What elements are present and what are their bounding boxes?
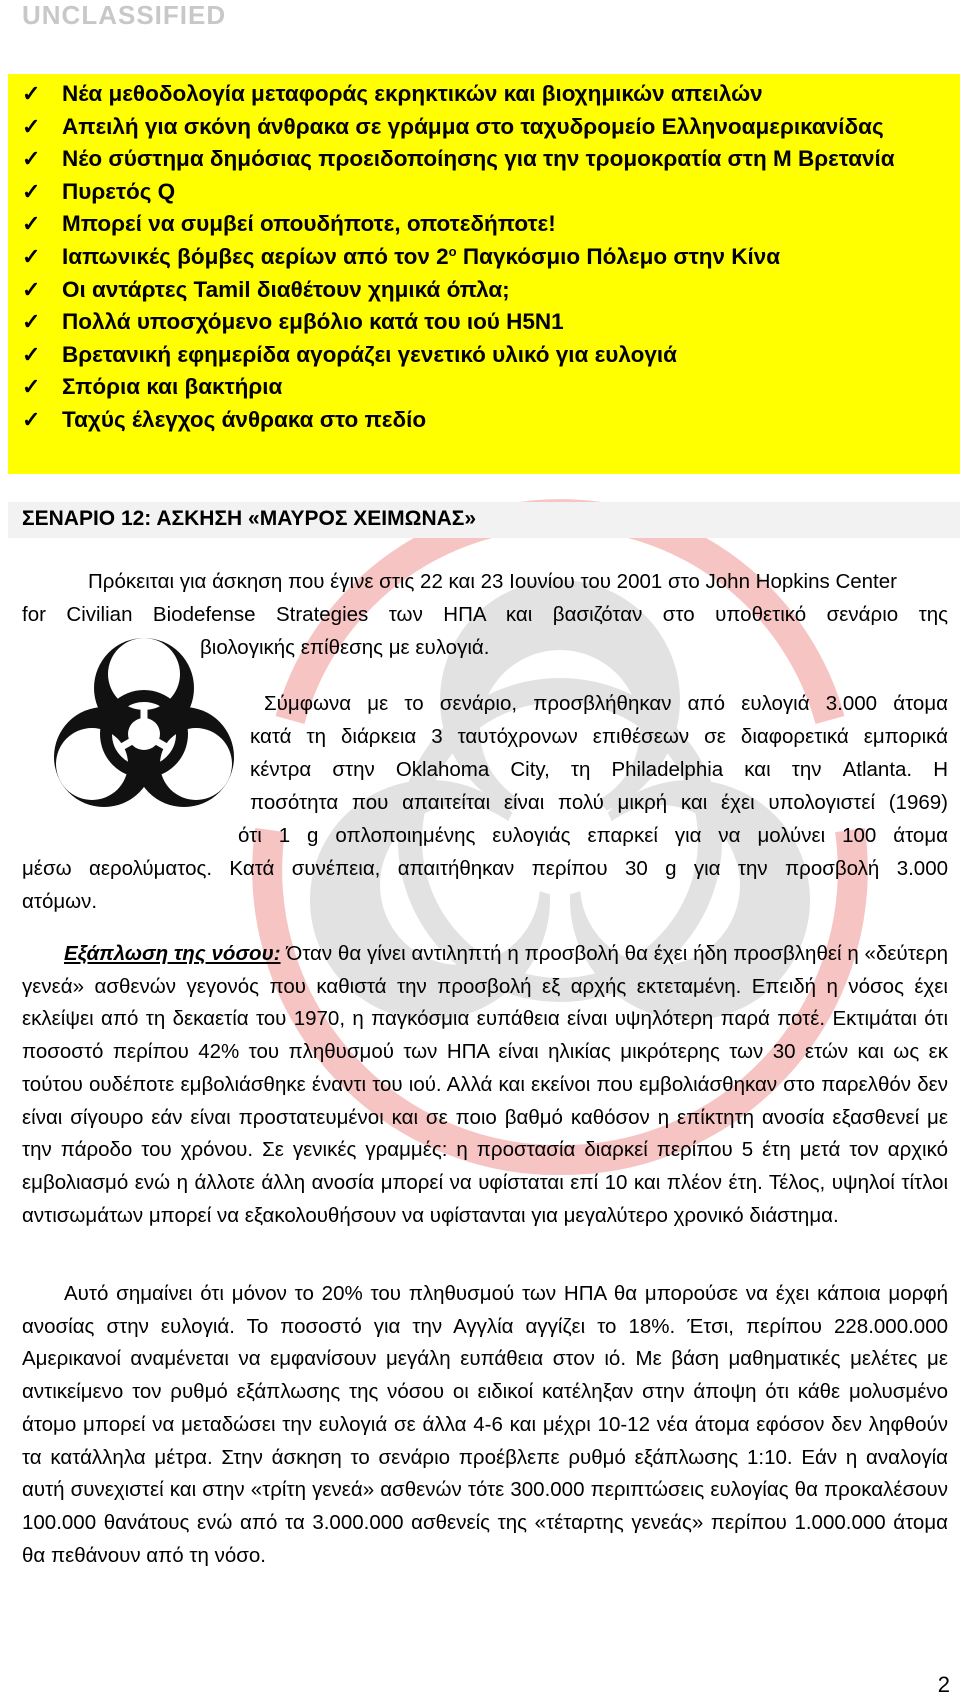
list-item: ✓ Ταχύς έλεγχος άνθρακα στο πεδίο <box>22 404 895 437</box>
disease-spread-paragraph: Εξάπλωση της νόσου: Όταν θα γίνει αντιληπτή η προσβολή θα έχει ήδη προσβληθεί η «δεύτερη γενεά» ασθενών γεγονός που καθιστά την προσβολή εξ αρχής εκτεταμένη. Επειδή η νόσος έχει εκλείψει από τη δεκαετία του 1970, η παγκόσμια ευπάθεια είναι υψηλότερη παρά ποτέ. Εκτιμάται ότι ποσοστό περίπου 42% του πληθυσμού των ΗΠΑ είναι ηλικίας μικρότερης των 30 ετών και ως εκ τούτου ουδέποτε εμβολιάσθηκε έναντι του ιού. Αλλά και εκείνοι που εμβολιάσθηκαν στο παρελθόν δεν είναι σίγουρο εάν είναι προστατευμένοι και σε ποιο βαθμό καθόσον η επίκτητη ανοσία εξασθενεί με την πάροδο του χρόνου. Σε γενικές γραμμές: η προστασία διαρκεί περίπου 5 έτη μετά τον αρχικό εμβολιασμό ενώ η άλλοτε άλλη ανοσία μπορεί να υφίσταται επί 10 και πλέον έτη. Τέλος, υψηλοί τίτλοι αντισωμάτων μπορεί να εξακολουθήσουν να υφίστανται για μεγαλύτερο χρονικό διάστημα. <box>22 942 949 1227</box>
checkmark-icon: ✓ <box>22 81 41 106</box>
list-item: ✓ Πολλά υποσχόμενο εμβόλιο κατά του ιού H5N1 <box>22 306 895 339</box>
paragraph-heading: Εξάπλωση της νόσου: <box>64 942 281 965</box>
list-item: ✓ Απειλή για σκόνη άνθρακα σε γράμμα στο ταχυδρομείο Ελληνοαμερικανίδας <box>22 111 895 144</box>
list-item: ✓ Οι αντάρτες Tamil διαθέτουν χημικά όπλα; <box>22 274 895 307</box>
paragraph-line: Σύμφωνα με το σενάριο, προσβλήθηκαν από ευλογιά 3.000 άτομα <box>264 692 948 715</box>
list-item: ✓ Νέο σύστημα δημόσιας προειδοποίησης για την τρομοκρατία στη Μ Βρετανία <box>22 143 895 176</box>
paragraph-line: ότι 1 g οπλοποιημένης ευλογιάς επαρκεί για να μολύνει 100 άτομα <box>238 824 948 847</box>
checkmark-icon: ✓ <box>22 178 41 204</box>
list-item: ✓ Πυρετός Q <box>22 176 895 209</box>
paragraph-line: κέντρα στην Oklahoma City, τη Philadelphia και την Atlanta. Η <box>250 758 948 781</box>
checkmark-icon: ✓ <box>22 211 41 237</box>
checkmark-icon: ✓ <box>22 276 41 302</box>
checkmark-icon: ✓ <box>22 406 41 432</box>
paragraph-line: for Civilian Biodefense Strategies των ΗΠΑ και βασιζόταν στο υποθετικό σενάριο της <box>22 603 948 626</box>
paragraph-line: κατά τη διάρκεια 3 ταυτόχρονων επιθέσεων σε διαφορετικά εμπορικά <box>250 725 948 748</box>
checkmark-icon: ✓ <box>22 341 41 367</box>
list-item: ✓ Ιαπωνικές βόμβες αερίων από τον $2^o$ Παγκόσμιο Πόλεμο στην Κίνα <box>22 241 895 274</box>
list-item: ✓ Μπορεί να συμβεί οπουδήποτε, οποτεδήποτε! <box>22 208 895 241</box>
paragraph-line: μέσω αερολύματος. Κατά συνέπεια, απαιτήθηκαν περίπου 30 g για την προσβολή 3.000 <box>22 857 948 880</box>
checkmark-icon: ✓ <box>22 309 41 335</box>
list-item: ✓ Βρετανική εφημερίδα αγοράζει γενετικό υλικό για ευλογιά <box>22 339 895 372</box>
page-number: 2 <box>937 1672 950 1697</box>
paragraph-line: ατόμων. <box>22 890 98 913</box>
immunity-paragraph: Αυτό σημαίνει ότι μόνον το 20% του πληθυσμού των ΗΠΑ θα μπορούσε να έχει κάποια μορφή ανοσίας στην ευλογιά. Το ποσοστό για την Αγγλία αγγίζει το 18%. Έτσι, περίπου 228.000.000 Αμερικανοί αναμένεται να εμφανίσουν μεγάλη ευπάθεια στον ιό. Με βάση μαθηματικές μελέτες με αντικείμενο τον ρυθμό εξάπλωσης της νόσου οι ειδικοί κατέληξαν στην άποψη ότι κάθε μολυσμένο άτομο μπορεί να μεταδώσει την ευλογιά σε άλλα 4-6 και μέχρι 10-12 νέα άτομα εφόσον δεν ληφθούν τα κατάλληλα μέτρα. Στην άσκηση το σενάριο προέβλεπε ρυθμό εξάπλωσης 1:10. Εάν η αναλογία αυτή συνεχιστεί και στην «τρίτη γενεά» ασθενών τότε 300.000 περιπτώσεις ευλογίας θα προκαλέσουν 100.000 θανάτους ενώ από τα 3.000.000 ασθενείς της «τέταρτης γενεάς» περίπου 1.000.000 άτομα θα πεθάνουν από τη νόσο. <box>22 1282 948 1567</box>
list-item: ✓ Σπόρια και βακτήρια <box>22 371 895 404</box>
paragraph-line: βιολογικής επίθεσης με ευλογιά. <box>200 636 490 659</box>
list-item: ✓ Νέα μεθοδολογία μεταφοράς εκρηκτικών και βιοχημικών απειλών <box>22 78 895 111</box>
classification-watermark: UNCLASSIFIED <box>22 0 227 30</box>
checkmark-icon: ✓ <box>22 243 41 269</box>
news-checklist <box>22 78 895 437</box>
section-title: ΣΕΝΑΡΙΟ 12: ΑΣΚΗΣΗ «ΜΑΥΡΟΣ ΧΕΙΜΩΝΑΣ» <box>22 507 477 530</box>
checkmark-icon: ✓ <box>22 374 41 400</box>
biohazard-icon <box>44 628 244 840</box>
checkmark-icon: ✓ <box>22 146 41 172</box>
paragraph-line: Πρόκειται για άσκηση που έγινε στις 22 και 23 Ιουνίου του 2001 στο John Hopkins Center <box>88 570 897 593</box>
checkmark-icon: ✓ <box>22 113 41 139</box>
paragraph-line: ποσότητα που απαιτείται είναι πολύ μικρή και έχει υπολογιστεί (1969) <box>250 791 948 814</box>
